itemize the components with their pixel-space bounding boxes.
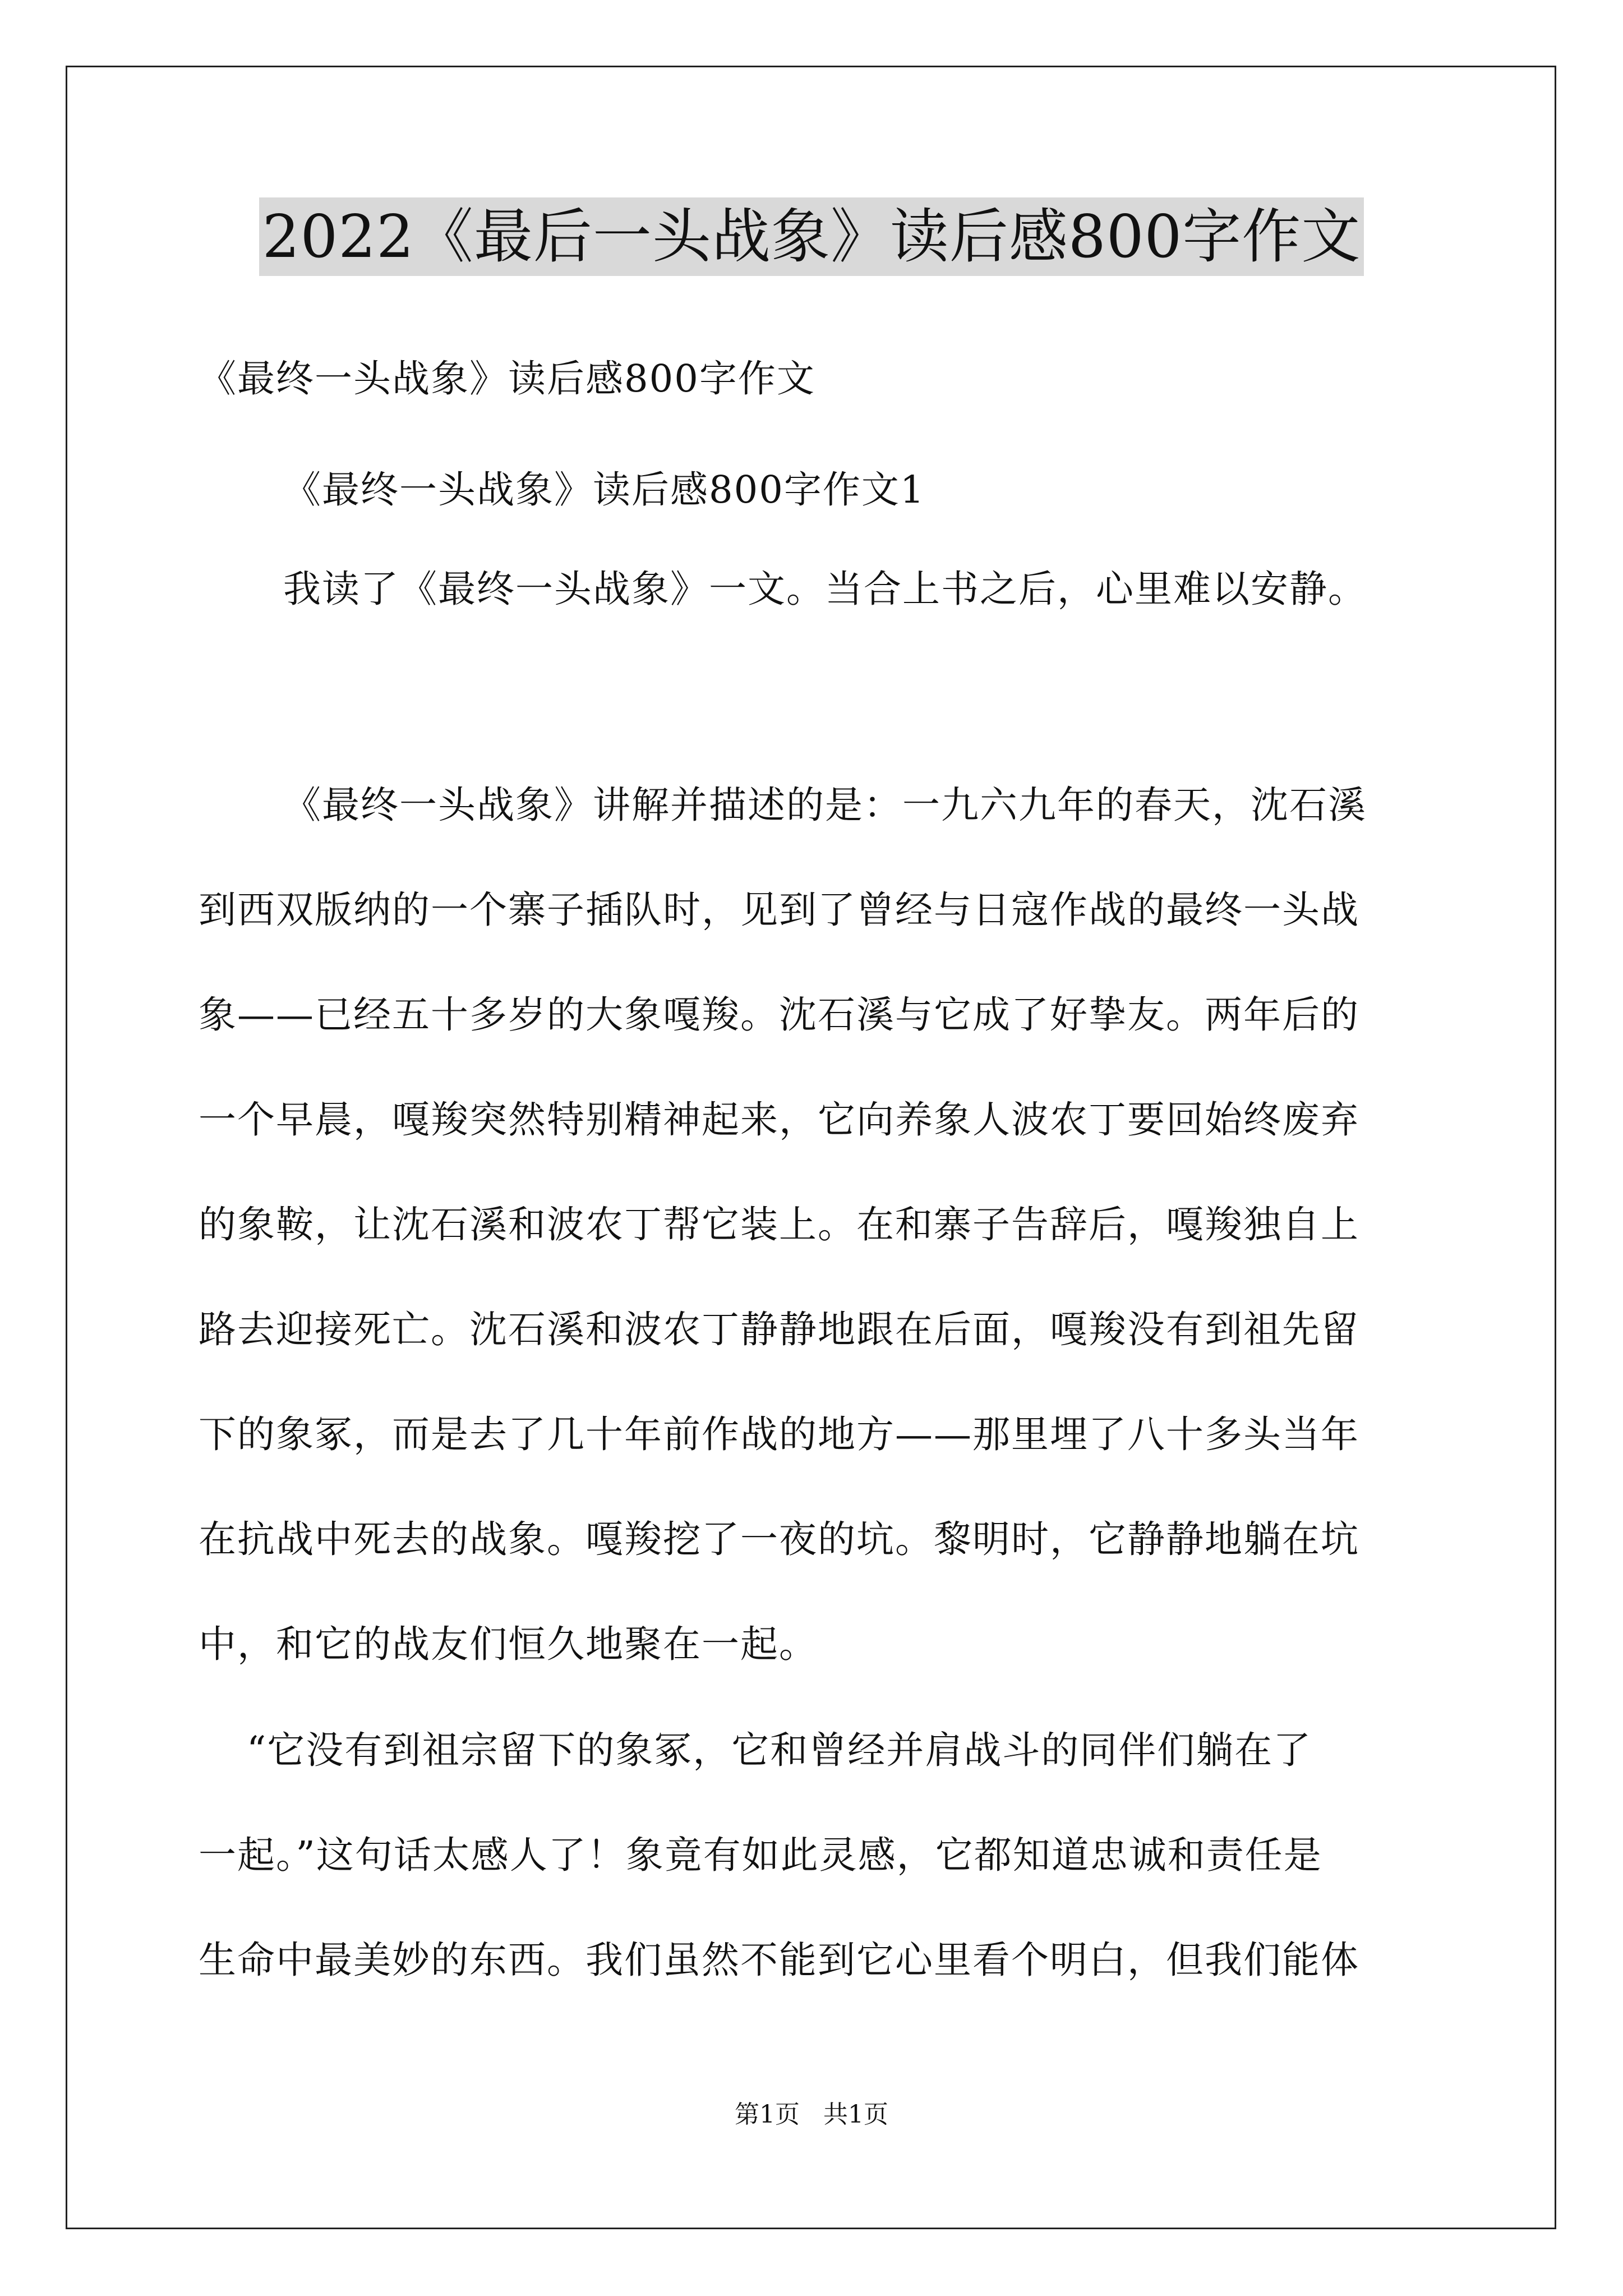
paragraph-2-line-4: 一个早晨，嘎羧突然特别精神起来，它向养象人波农丁要回始终废弃	[199, 1098, 1359, 1142]
page-number-total: 共1页	[823, 2100, 888, 2129]
paragraph-2-line-9: 中，和它的战友们恒久地聚在一起。	[199, 1622, 818, 1666]
page-number-current: 第1页	[735, 2100, 800, 2129]
section-heading: 《最终一头战象》读后感800字作文1	[283, 468, 925, 512]
paragraph-2-line-6: 路去迎接死亡。沈石溪和波农丁静静地跟在后面，嘎羧没有到祖先留	[199, 1308, 1359, 1351]
paragraph-2-line-8: 在抗战中死去的战象。嘎羧挖了一夜的坑。黎明时，它静静地躺在坑	[199, 1517, 1359, 1561]
paragraph-3-line-2: 一起。”这句话太感人了！象竟有如此灵感，它都知道忠诚和责任是	[199, 1833, 1322, 1877]
paragraph-2-line-5: 的象鞍，让沈石溪和波农丁帮它装上。在和寨子告辞后，嘎羧独自上	[199, 1203, 1359, 1246]
document-title: 2022《最后一头战象》读后感800字作文	[259, 197, 1364, 276]
paragraph-2-line-2: 到西双版纳的一个寨子插队时，见到了曾经与日寇作战的最终一头战	[199, 888, 1359, 932]
title-container	[0, 197, 1623, 276]
paragraph-2-line-7: 下的象冢，而是去了几十年前作战的地方——那里埋了八十多头当年	[199, 1412, 1359, 1456]
document-subtitle: 《最终一头战象》读后感800字作文	[199, 357, 815, 401]
paragraph-3-line-1: “它没有到祖宗留下的象冢，它和曾经并肩战斗的同伴们躺在了	[247, 1728, 1312, 1772]
paragraph-1-line-1: 我读了《最终一头战象》一文。当合上书之后，心里难以安静。	[283, 567, 1367, 611]
page-footer	[0, 2098, 1623, 2132]
paragraph-2-line-3: 象——已经五十多岁的大象嘎羧。沈石溪与它成了好挚友。两年后的	[199, 993, 1359, 1037]
paragraph-2-line-1: 《最终一头战象》讲解并描述的是：一九六九年的春天，沈石溪	[283, 783, 1367, 827]
paragraph-3-line-3: 生命中最美妙的东西。我们虽然不能到它心里看个明白，但我们能体	[199, 1938, 1359, 1982]
